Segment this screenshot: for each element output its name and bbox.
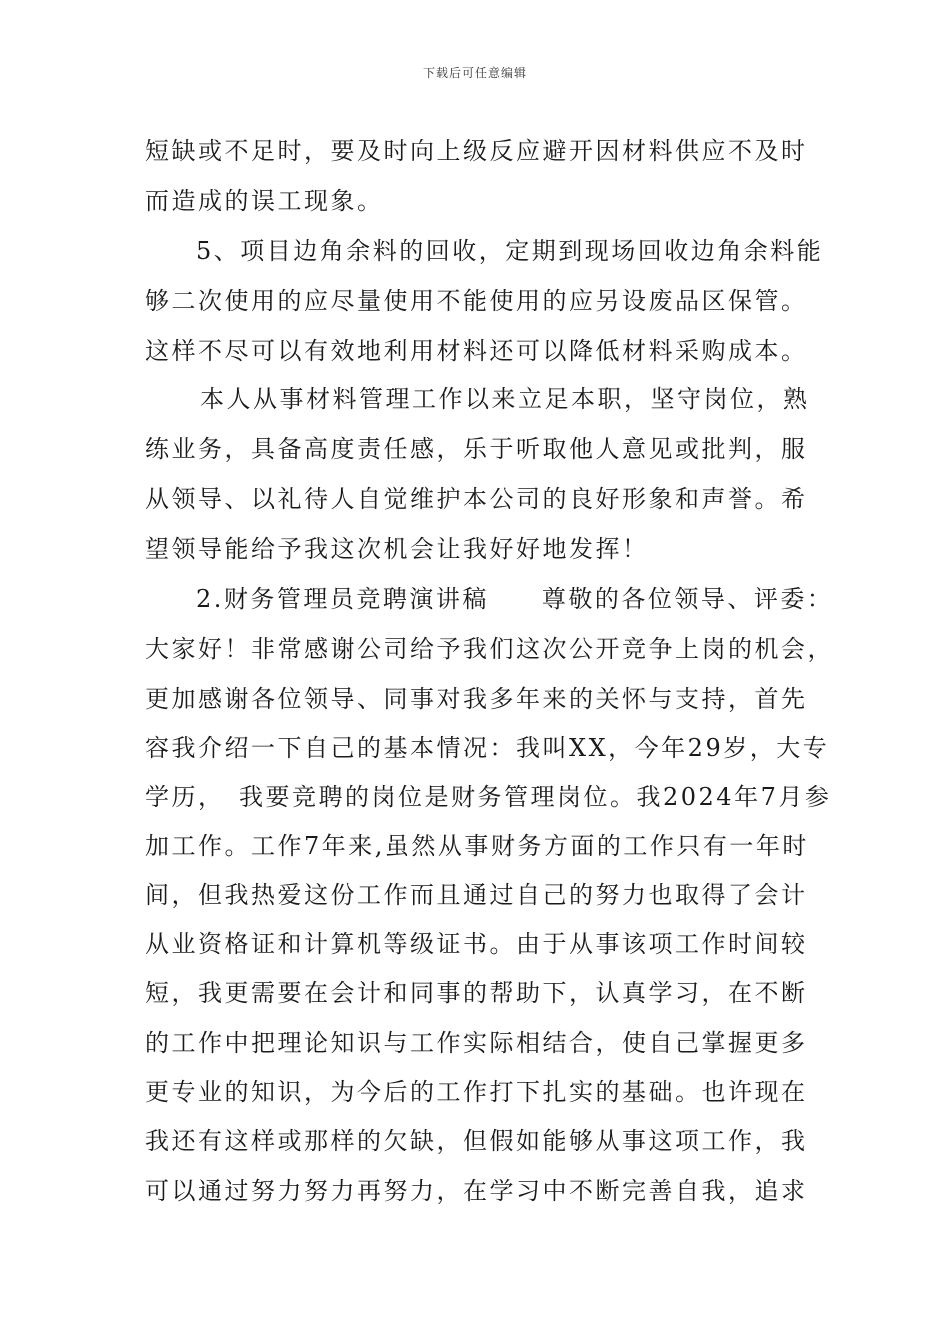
body-line: 短缺或不足时，要及时向上级反应避开因材料供应不及时 (145, 137, 808, 165)
page-header: 下载后可任意编辑 (422, 66, 527, 80)
body-line: 可以通过努力努力再努力，在学习中不断完善自我，追求 (145, 1177, 808, 1205)
body-line: 从领导、以礼待人自觉维护本公司的良好形象和声誉。希 (145, 485, 808, 513)
body-line: 够二次使用的应尽量使用不能使用的应另设废品区保管。 (145, 287, 808, 315)
body-line: 学历， 我要竞聘的岗位是财务管理岗位。我2024年7月参 (145, 783, 832, 811)
body-line: 从业资格证和计算机等级证书。由于从事该项工作时间较 (145, 930, 808, 958)
body-line: 5、项目边角余料的回收，定期到现场回收边角余料能 (196, 237, 824, 265)
body-line: 大家好！非常感谢公司给予我们这次公开竞争上岗的机会， (145, 635, 834, 663)
body-line: 练业务，具备高度责任感，乐于听取他人意见或批判，服 (145, 435, 808, 463)
body-line: 加工作。工作7年来,虽然从事财务方面的工作只有一年时 (145, 832, 809, 860)
body-line: 短，我更需要在会计和同事的帮助下，认真学习，在不断 (145, 979, 808, 1007)
body-line: 而造成的误工现象。 (145, 187, 384, 215)
body-line: 这样不尽可以有效地利用材料还可以降低材料采购成本。 (145, 337, 808, 365)
body-line: 容我介绍一下自己的基本情况：我叫XX，今年29岁，大专 (145, 734, 830, 762)
body-line: 我还有这样或那样的欠缺，但假如能够从事这项工作，我 (145, 1127, 808, 1155)
body-line: 2.财务管理员竞聘演讲稿 尊敬的各位领导、评委： (196, 585, 834, 613)
body-line: 的工作中把理论知识与工作实际相结合，使自己掌握更多 (145, 1029, 808, 1057)
body-line: 更专业的知识，为今后的工作打下扎实的基础。也许现在 (145, 1078, 808, 1106)
body-line: 本人从事材料管理工作以来立足本职，坚守岗位，熟 (200, 385, 810, 413)
body-line: 望领导能给予我这次机会让我好好地发挥！ (145, 535, 649, 563)
body-line: 更加感谢各位领导、同事对我多年来的关怀与支持，首先 (145, 685, 808, 713)
body-line: 间，但我热爱这份工作而且通过自己的努力也取得了会计 (145, 881, 808, 909)
